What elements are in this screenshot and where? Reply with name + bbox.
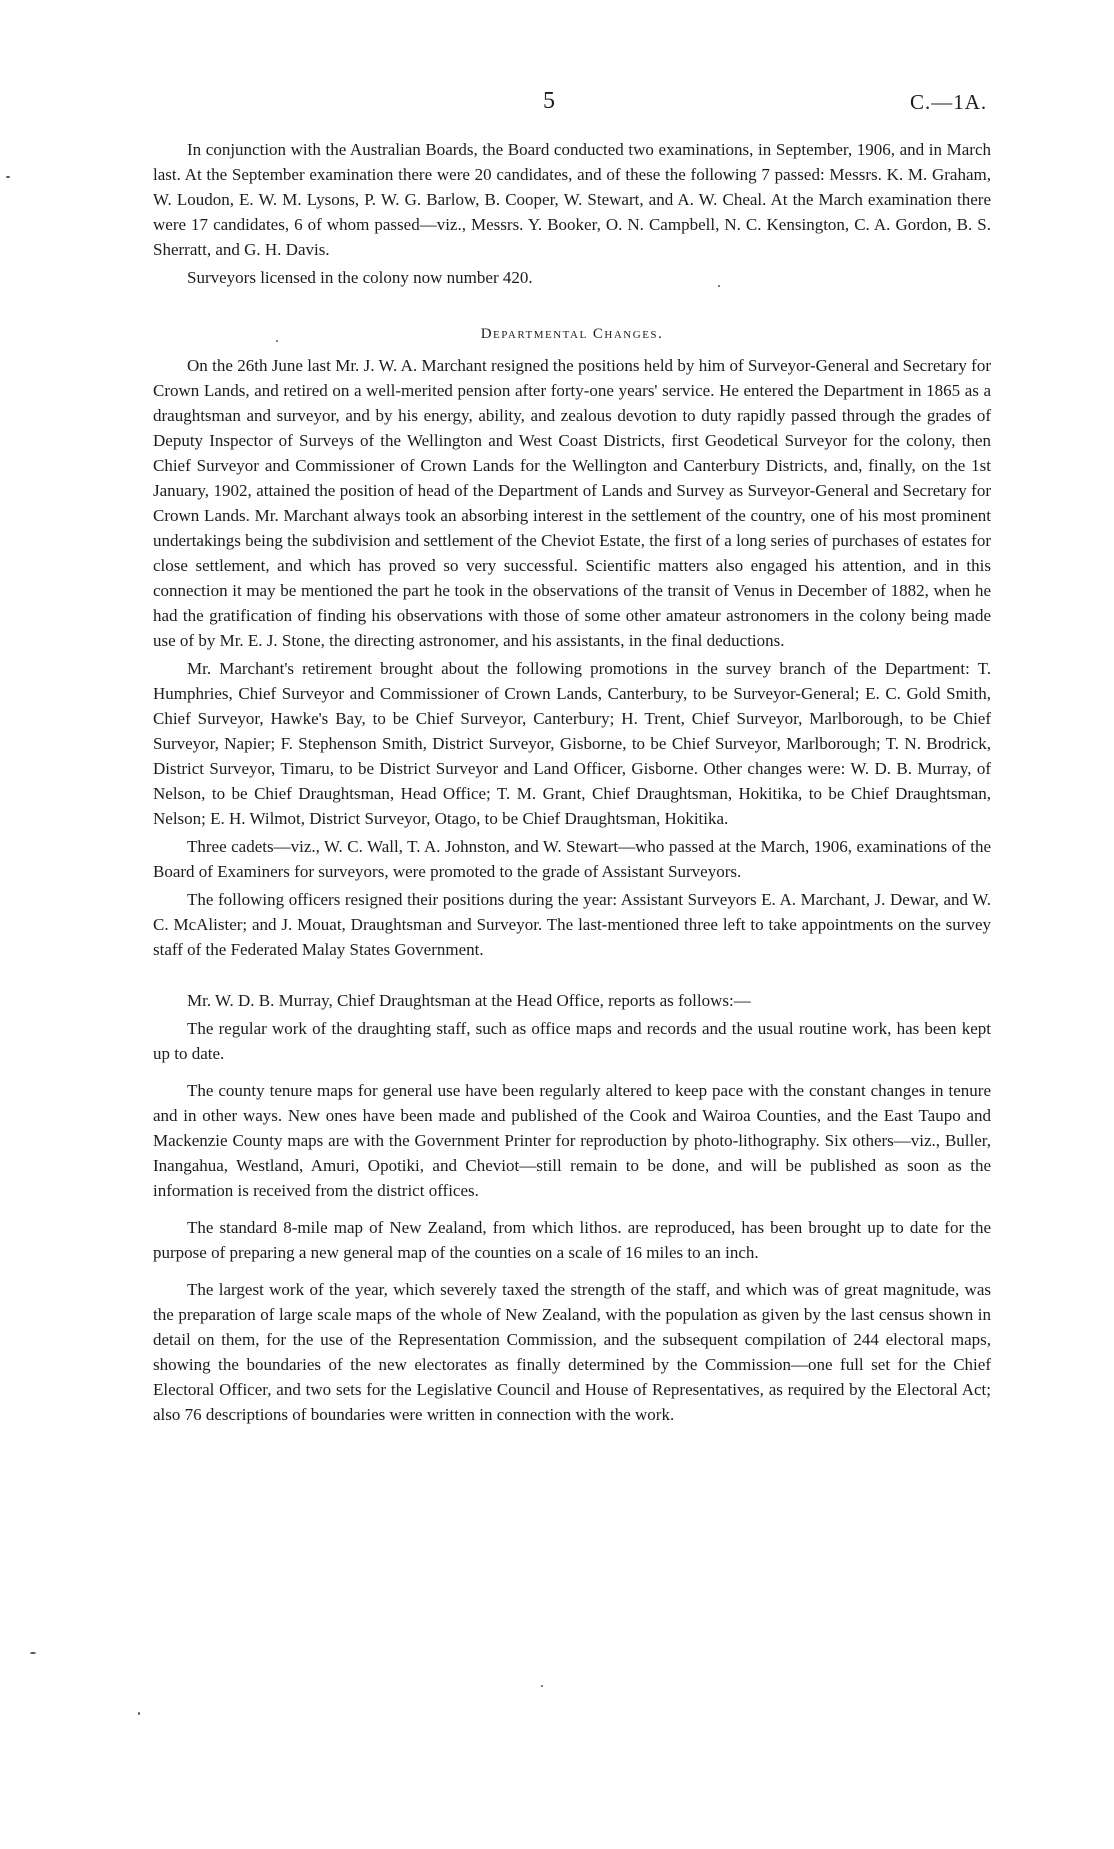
paragraph-marchant-retirement: On the 26th June last Mr. J. W. A. Marchant resigned the positions held by him of Surveyor-General and Secretary for Crown Lands, and retired on a well-merited pension after forty-one years' service. He entered the Department in 1865 as a draughtsman and surveyor, and by his energy, ability, and zealous devotion to duty rapidly passed through the grades of Deputy Inspector of Surveys of the Wellington and West Coast Districts, first Geodetical Surveyor for the colony, then Chief Surveyor and Commissioner of Crown Lands for the Wellington and Canterbury Districts, and, finally, on the 1st January, 1902, attained the position of head of the Department of Lands and Survey as Surveyor-General and Secretary for Crown Lands. Mr. Marchant always took an absorbing interest in the settlement of the country, one of his most prominent undertakings being the subdivision and settlement of the Cheviot Estate, the first of a long series of purchases of estates for close settlement, and which has proved so very successful. Scientific matters also engaged his attention, and in this connection it may be mentioned the part he took in the observations of the transit of Venus in December of 1882, when he had the gratification of finding his observations with those of some other amateur astronomers in the colony being made use of by Mr. E. J. Stone, the directing astronomer, and his assistants, in the final deductions. (153, 356, 991, 650)
paragraph-cadets: Three cadets—viz., W. C. Wall, T. A. Johnston, and W. Stewart—who passed at the March, 1906, examinations of the Board of Examiners for surveyors, were promoted to the grade of Assistant Surveyors. (153, 837, 991, 881)
section-heading: Departmental Changes. (480, 326, 664, 342)
paragraph-regular-work: The regular work of the draughting staff, such as office maps and records and the usual routine work, has been kept up to date. (153, 1019, 991, 1063)
scan-speck (276, 340, 278, 342)
scan-speck (138, 1712, 140, 1715)
paragraph-examinations: In conjunction with the Australian Boards, the Board conducted two examinations, in September, 1906, and in March last. At the September examination there were 20 candidates, and of these the following 7 passed: Messrs. K. M. Graham, W. Loudon, E. W. M. Lysons, P. W. G. Barlow, B. Cooper, W. Stewart, and A. W. Cheal. At the March examination there were 17 candidates, 6 of whom passed—viz., Messrs. Y. Booker, O. N. Campbell, N. C. Kensington, C. A. Gordon, B. S. Sherratt, and G. H. Davis. (153, 140, 991, 259)
page-number: 5 (543, 88, 556, 114)
scan-speck (718, 285, 720, 287)
scan-speck (541, 1685, 543, 1687)
scan-speck (6, 176, 10, 178)
paragraph-resignations: The following officers resigned their positions during the year: Assistant Surveyors E. A. Marchant, J. Dewar, and W. C. McAlister; and J. Mouat, Draughtsman and Surveyor. The last-mentioned three left to take appointments on the survey staff of the Federated Malay States Government. (153, 890, 991, 959)
paragraph-standard-map: The standard 8-mile map of New Zealand, from which lithos. are reproduced, has been brought up to date for the purpose of preparing a new general map of the counties on a scale of 16 miles to an inch. (153, 1218, 991, 1262)
paragraph-promotions: Mr. Marchant's retirement brought about the following promotions in the survey branch of the Department: T. Humphries, Chief Surveyor and Commissioner of Crown Lands, Canterbury, to be Surveyor-General; E. C. Gold Smith, Chief Surveyor, Hawke's Bay, to be Chief Surveyor, Canterbury; H. Trent, Chief Surveyor, Marlborough, to be Chief Surveyor, Napier; F. Stephenson Smith, District Surveyor, Gisborne, to be Chief Surveyor, Marlborough; T. N. Brodrick, District Surveyor, Timaru, to be District Surveyor and Land Officer, Gisborne. Other changes were: W. D. B. Murray, of Nelson, to be Chief Draughtsman, Head Office; T. M. Grant, Chief Draughtsman, Hokitika, to be Chief Draughtsman, Nelson; E. H. Wilmot, District Surveyor, Otago, to be Chief Draughtsman, Hokitika. (153, 659, 991, 828)
paragraph-surveyors-licensed: Surveyors licensed in the colony now number 420. (187, 268, 533, 287)
paragraph-report-intro: Mr. W. D. B. Murray, Chief Draughtsman at the Head Office, reports as follows:— (187, 991, 751, 1010)
paragraph-county-maps: The county tenure maps for general use have been regularly altered to keep pace with the constant changes in tenure and in other ways. New ones have been made and published of the Cook and Wairoa Counties, and the East Taupo and Mackenzie County maps are with the Government Printer for reproduction by photo-lithography. Six others—viz., Buller, Inangahua, Westland, Amuri, Opotiki, and Cheviot—still remain to be done, and will be published as soon as the information is received from the district offices. (153, 1081, 991, 1200)
scan-speck (30, 1652, 36, 1654)
document-reference: C.—1A. (910, 90, 988, 114)
paragraph-electoral-maps: The largest work of the year, which severely taxed the strength of the staff, and which was of great magnitude, was the preparation of large scale maps of the whole of New Zealand, with the population as given by the last census shown in detail on them, for the use of the Representation Commission, and the subsequent compilation of 244 electoral maps, showing the boundaries of the new electorates as finally determined by the Commission—one full set for the Chief Electoral Officer, and two sets for the Legislative Council and House of Representatives, as required by the Electoral Act; also 76 descriptions of boundaries were written in connection with the work. (153, 1280, 991, 1424)
body-text (153, 137, 991, 1427)
